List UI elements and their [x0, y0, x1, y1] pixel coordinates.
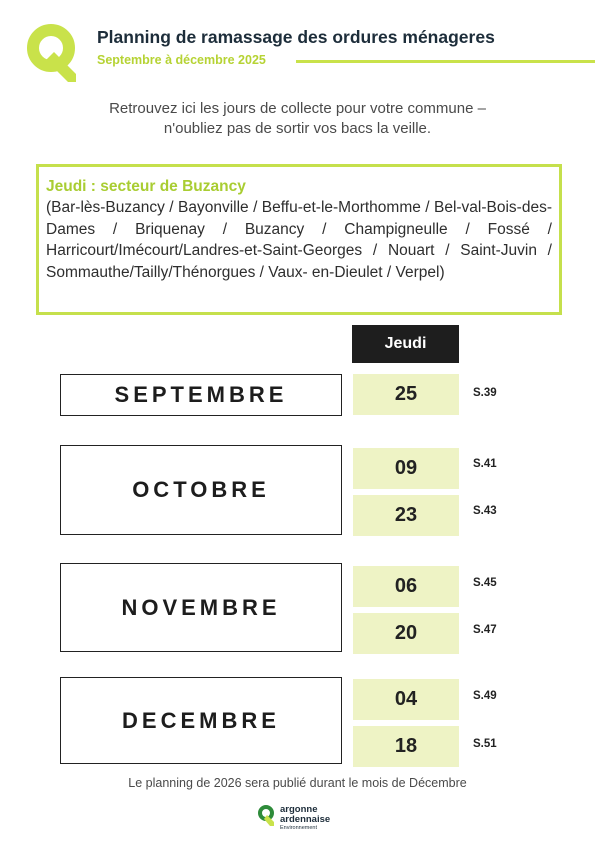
header-divider: [296, 60, 595, 63]
date-cell: 04: [353, 679, 459, 720]
date-cell: 20: [353, 613, 459, 654]
week-number: S.47: [473, 624, 497, 636]
week-number: S.51: [473, 738, 497, 750]
brand-logo-icon: [258, 804, 276, 830]
page-title: Planning de ramassage des ordures ménageres: [97, 27, 495, 47]
brand-line: Environnement: [280, 825, 317, 831]
date-cell: 25: [353, 374, 459, 415]
week-number: S.49: [473, 690, 497, 702]
intro-line: n'oubliez pas de sortir vos bacs la veille.: [163, 120, 432, 137]
argonne-logo-icon: [24, 22, 86, 84]
week-number: S.45: [473, 577, 497, 589]
month-label-septembre: SEPTEMBRE: [60, 374, 342, 416]
brand-line: ardennaise: [280, 814, 331, 825]
week-number: S.43: [473, 505, 497, 517]
date-cell: 06: [353, 566, 459, 607]
sector-title: Jeudi : secteur de Buzancy: [46, 178, 246, 195]
month-label-octobre: OCTOBRE: [60, 445, 342, 535]
intro-line: Retrouvez ici les jours de collecte pour votre commune –: [109, 100, 486, 117]
page-subtitle: Septembre à décembre 2025: [97, 53, 266, 67]
month-label-novembre: NOVEMBRE: [60, 563, 342, 652]
brand-line: argonne: [280, 804, 318, 815]
month-label-decembre: DECEMBRE: [60, 677, 342, 764]
date-cell: 23: [353, 495, 459, 536]
intro-text: [60, 99, 535, 139]
week-number: S.41: [473, 458, 497, 470]
sector-communes: (Bar-lès-Buzancy / Bayonville / Beffu-et-le-Morthomme / Bel-val-Bois-des-Dames / Briquenay / Buzancy / Champigneulle / Fossé / Harricourt/Imécourt/Landres-et-Saint-Georges / Nouart / Saint-Juvin / Sommauthe/Tailly/Thénorgues / Vaux- en-Dieulet / Verpel): [46, 199, 552, 281]
week-number: S.39: [473, 387, 497, 399]
day-column-header: Jeudi: [352, 325, 459, 363]
date-cell: 18: [353, 726, 459, 767]
brand-name: [280, 805, 330, 832]
footer-note: Le planning de 2026 sera publié durant le mois de Décembre: [128, 776, 467, 790]
sector-box: [36, 164, 562, 315]
date-cell: 09: [353, 448, 459, 489]
